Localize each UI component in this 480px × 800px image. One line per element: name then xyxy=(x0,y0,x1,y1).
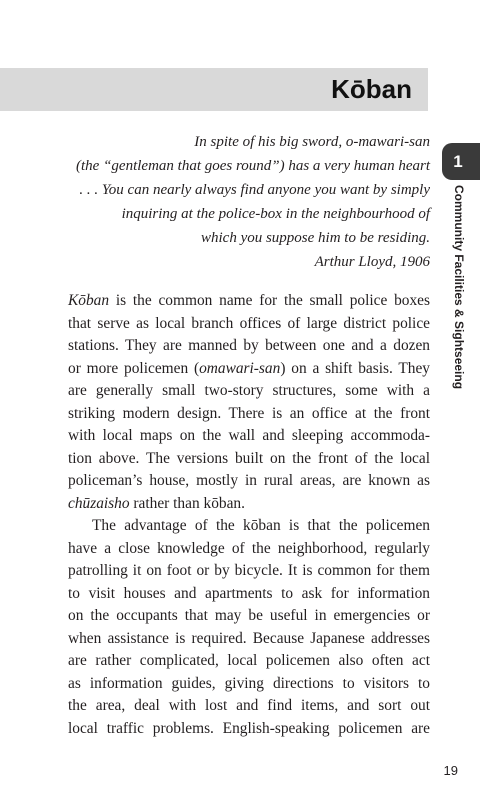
body-paragraph-1 xyxy=(68,290,430,515)
paragraph-line: tion above. The versions built on the front of the local xyxy=(68,449,430,467)
paragraph-line: policeman’s house, mostly in rural areas, are known as xyxy=(68,472,430,489)
paragraph-line: stations. They are manned by between one and a dozen xyxy=(68,337,430,354)
paragraph-line: striking modern design. There is an office at the front xyxy=(68,404,430,422)
line-text: is the common name for the small police boxes xyxy=(109,292,430,309)
chapter-tab xyxy=(442,143,480,180)
italic-term: Kōban xyxy=(68,292,110,309)
page-title: Kōban xyxy=(331,74,412,104)
epigraph-line: In spite of his big sword, o-mawari-san xyxy=(194,134,430,150)
paragraph-line: are generally small two-story structures, some with a xyxy=(68,382,430,399)
epigraph-attribution: Arthur Lloyd, 1906 xyxy=(314,254,430,270)
paragraph-line: on the occupants that may be useful in emergencies or xyxy=(68,607,430,624)
paragraph-line: as information guides, giving directions to visitors to xyxy=(68,674,430,692)
epigraph-line: (the “gentleman that goes round”) has a very human heart xyxy=(76,158,430,174)
paragraph-line: have a close knowledge of the neighborhood, regularly xyxy=(68,539,430,557)
paragraph-line: local traffic problems. English-speaking policemen are xyxy=(68,719,430,737)
line-text: or more policemen ( xyxy=(68,359,200,377)
page-number: 19 xyxy=(443,763,458,778)
italic-term: chūzaisho xyxy=(68,494,130,512)
paragraph-line: patrolling it on foot or by bicycle. It is common for them xyxy=(68,562,430,579)
paragraph-line: that serve as local branch offices of large district police xyxy=(68,314,430,332)
epigraph-line: which you suppose him to be residing. xyxy=(200,230,430,246)
paragraph-line xyxy=(68,493,430,516)
italic-term: omawari-san xyxy=(199,359,281,377)
paragraph-line xyxy=(68,290,430,313)
chapter-label: Community Facilities & Sightseeing xyxy=(452,185,466,390)
paragraph-line: the area, deal with lost and find items, and sort out xyxy=(68,697,430,714)
paragraph-line: are rather complicated, local policemen also often act xyxy=(68,652,430,669)
body-paragraph-2 xyxy=(68,515,430,740)
epigraph xyxy=(40,130,430,274)
epigraph-line: inquiring at the police-box in the neighbourhood of xyxy=(121,206,430,222)
line-text: rather than kōban. xyxy=(129,494,245,512)
paragraph-line: when assistance is required. Because Japanese addresses xyxy=(68,629,430,647)
paragraph-line: with local maps on the wall and sleeping accommoda- xyxy=(68,427,430,444)
paragraph-line xyxy=(68,358,430,381)
section-title-bar xyxy=(0,68,428,111)
epigraph-line: . . . You can nearly always find anyone you want by simply xyxy=(79,182,430,198)
paragraph-line: to visit houses and apartments to ask for information xyxy=(68,584,430,602)
chapter-number: 1 xyxy=(453,152,463,171)
line-text: ) on a shift basis. They xyxy=(280,359,431,377)
paragraph-line: The advantage of the kōban is that the policemen xyxy=(92,517,430,534)
